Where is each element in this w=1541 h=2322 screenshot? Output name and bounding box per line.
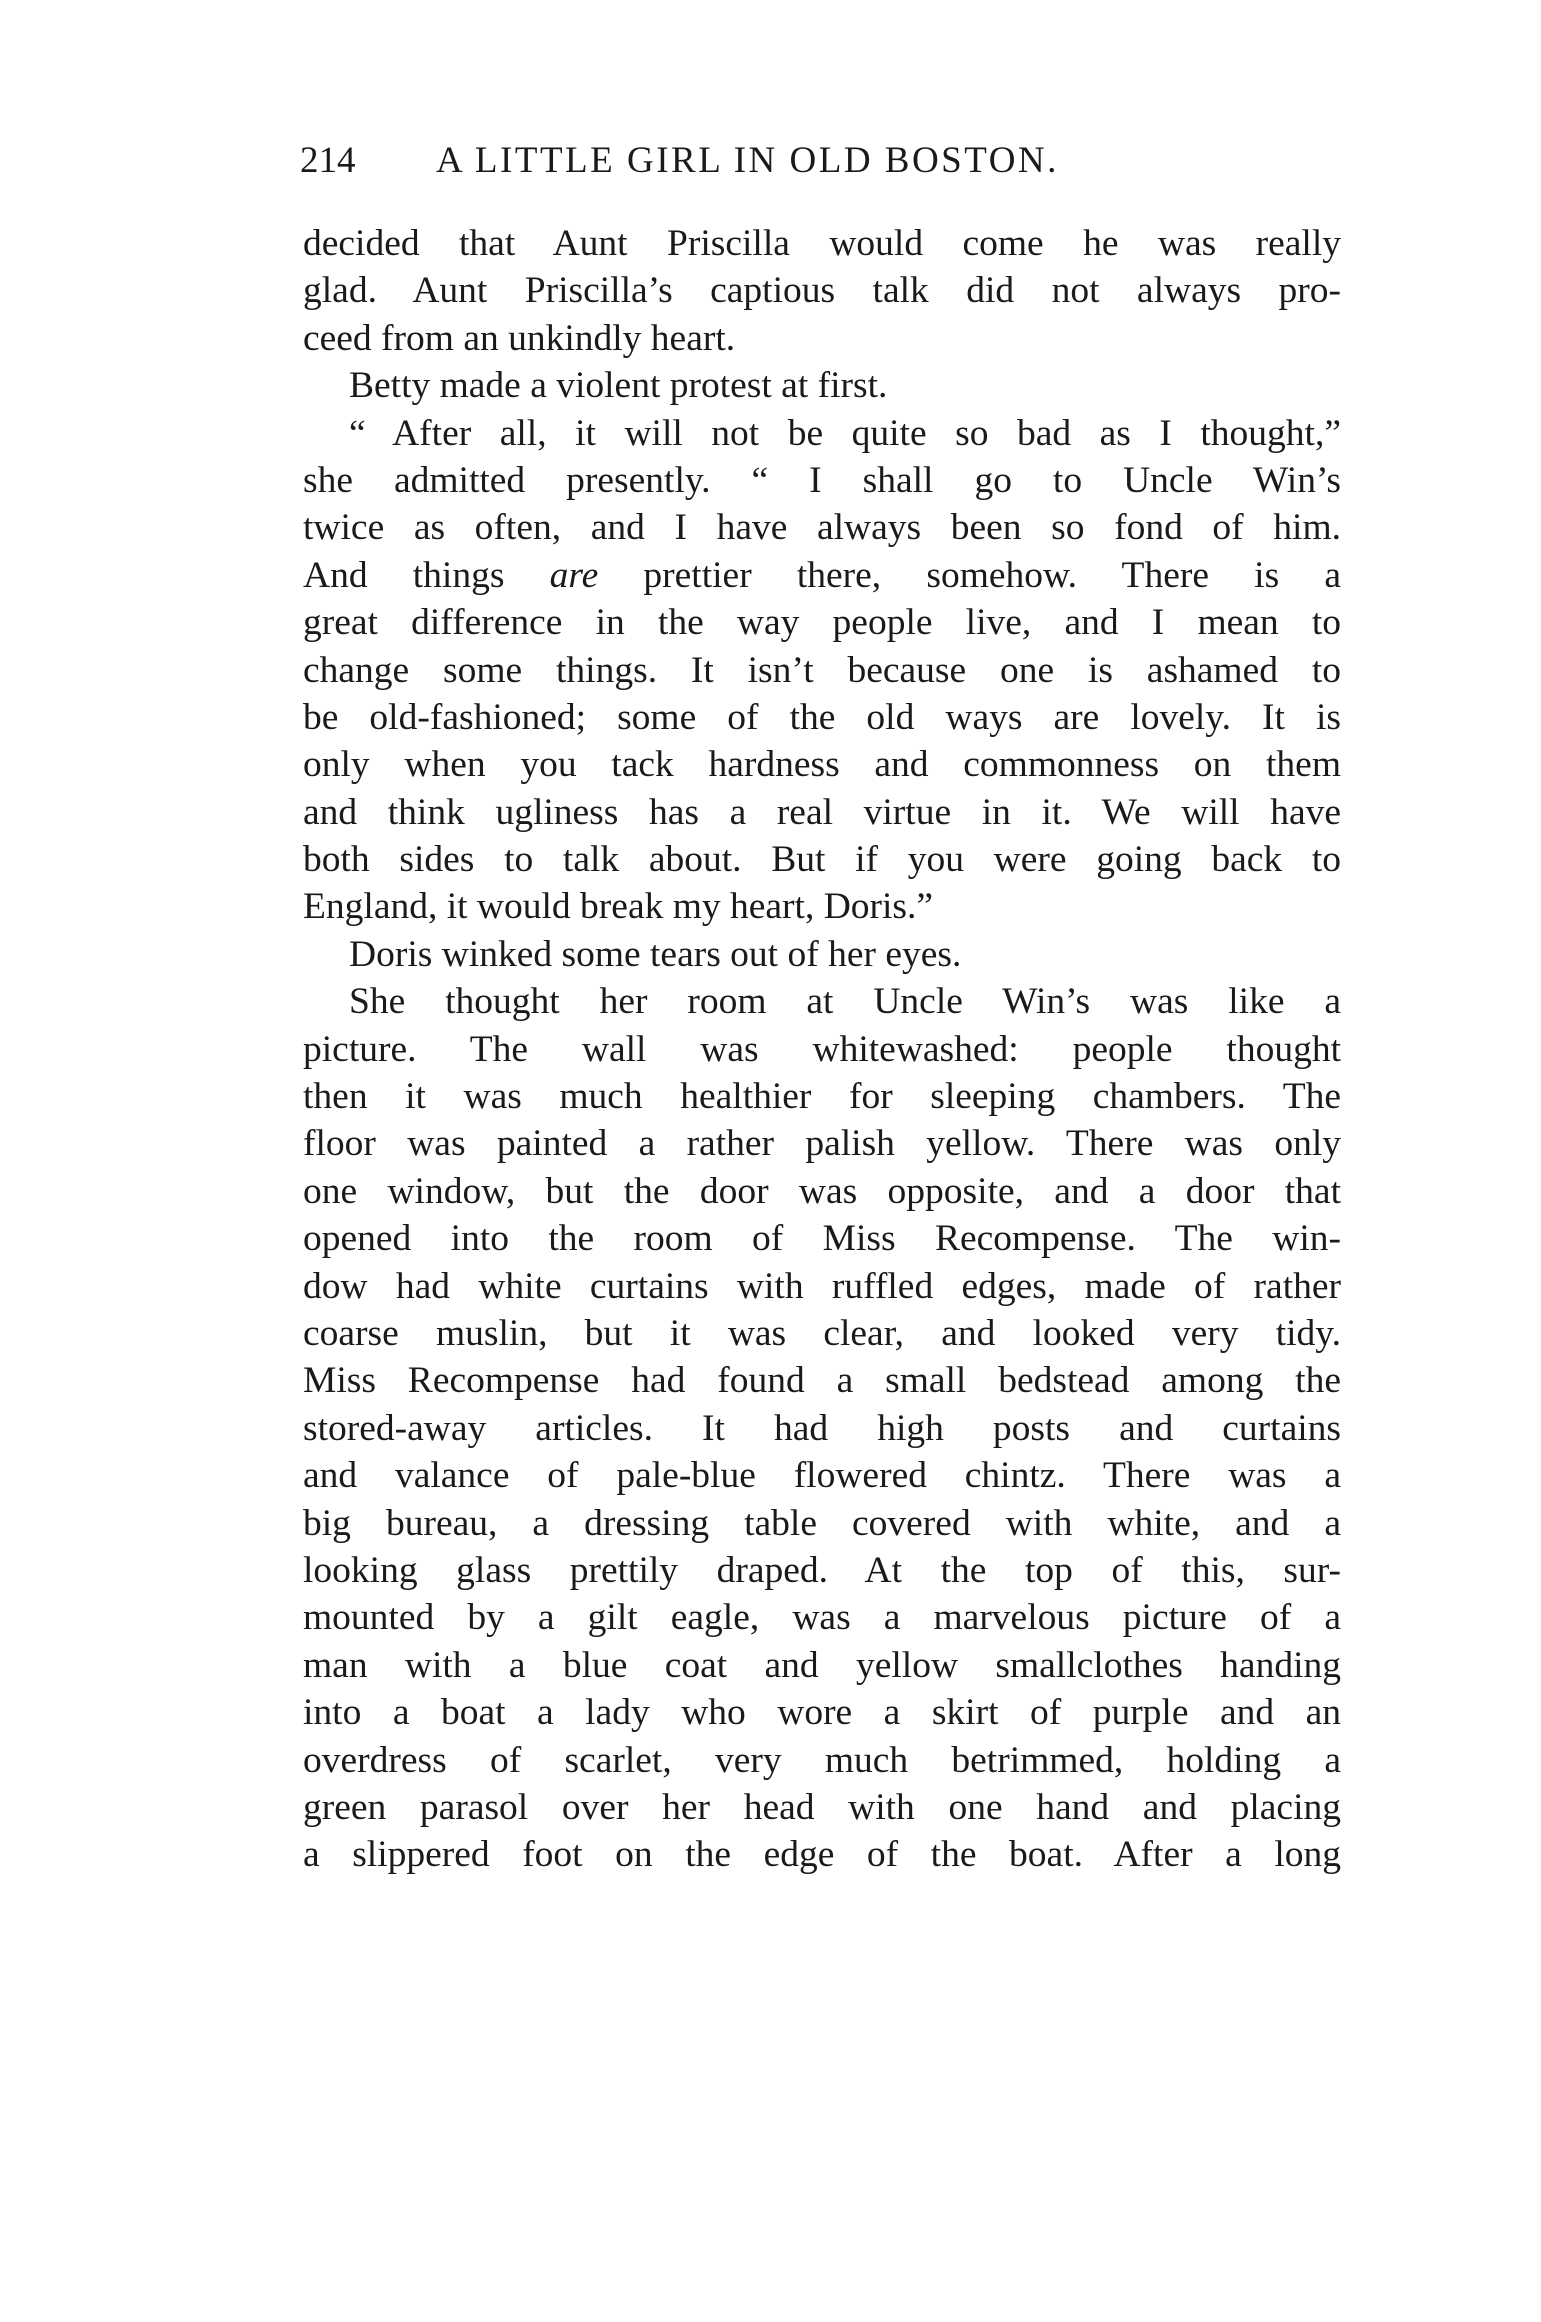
text-line: man with a blue coat and yellow smallclothes handing bbox=[303, 1644, 1341, 1686]
text-line: and valance of pale-blue flowered chintz. There was a bbox=[303, 1455, 1341, 1497]
text-line: decided that Aunt Priscilla would come he was really bbox=[303, 223, 1341, 264]
running-head bbox=[300, 139, 1240, 199]
running-title: A LITTLE GIRL IN OLD BOSTON. bbox=[436, 140, 1059, 181]
text-line: and think ugliness has a real virtue in it. We will have bbox=[303, 791, 1341, 833]
text-line bbox=[303, 552, 1341, 599]
text-line: change some things. It isn’t because one is ashamed to bbox=[303, 649, 1341, 691]
text-line: a slippered foot on the edge of the boat. After a long bbox=[303, 1834, 1341, 1876]
text-line: overdress of scarlet, very much betrimmed, holding a bbox=[303, 1739, 1341, 1781]
text-line: into a boat a lady who wore a skirt of purple and an bbox=[303, 1692, 1341, 1734]
text-line: Doris winked some tears out of her eyes. bbox=[349, 933, 962, 975]
text-line: floor was painted a rather palish yellow. There was only bbox=[303, 1123, 1341, 1165]
text-line: she admitted presently. “ I shall go to Uncle Win’s bbox=[303, 459, 1341, 501]
text-line: be old-fashioned; some of the old ways are lovely. It is bbox=[303, 696, 1341, 738]
text-line: glad. Aunt Priscilla’s captious talk did not always pro- bbox=[303, 270, 1341, 312]
text-line: mounted by a gilt eagle, was a marvelous picture of a bbox=[303, 1597, 1341, 1639]
text-line: only when you tack hardness and commonness on them bbox=[303, 744, 1341, 786]
text-line: ceed from an unkindly heart. bbox=[303, 317, 736, 359]
text-line: then it was much healthier for sleeping chambers. The bbox=[303, 1076, 1341, 1118]
body-text bbox=[303, 220, 1341, 1879]
text-line: dow had white curtains with ruffled edges, made of rather bbox=[303, 1265, 1341, 1307]
text-line: She thought her room at Uncle Win’s was like a bbox=[349, 981, 1341, 1023]
text-line: Betty made a violent protest at first. bbox=[349, 365, 888, 407]
text-line: “ After all, it will not be quite so bad as I thought,” bbox=[349, 412, 1341, 454]
text-line: green parasol over her head with one hand and placing bbox=[303, 1786, 1341, 1828]
text-line: coarse muslin, but it was clear, and looked very tidy. bbox=[303, 1312, 1341, 1354]
text-line: picture. The wall was whitewashed: people thought bbox=[303, 1028, 1341, 1070]
emphasis-word: are bbox=[549, 554, 599, 596]
text-line: stored-away articles. It had high posts and curtains bbox=[303, 1407, 1341, 1449]
text-line: looking glass prettily draped. At the top of this, sur- bbox=[303, 1549, 1341, 1591]
text-line: both sides to talk about. But if you were going back to bbox=[303, 839, 1341, 881]
text-line: big bureau, a dressing table covered with white, and a bbox=[303, 1502, 1341, 1544]
text-segment: prettier there, somehow. There is a bbox=[598, 554, 1341, 596]
text-line: twice as often, and I have always been so fond of him. bbox=[303, 507, 1341, 549]
text-segment: And things bbox=[303, 554, 550, 596]
text-line: one window, but the door was opposite, and a door that bbox=[303, 1170, 1341, 1212]
text-line: England, it would break my heart, Doris.” bbox=[303, 886, 934, 928]
text-line: opened into the room of Miss Recompense. The win- bbox=[303, 1218, 1341, 1260]
text-line: Miss Recompense had found a small bedstead among the bbox=[303, 1360, 1341, 1402]
page-number: 214 bbox=[300, 140, 356, 181]
text-line: great difference in the way people live, and I mean to bbox=[303, 602, 1341, 644]
